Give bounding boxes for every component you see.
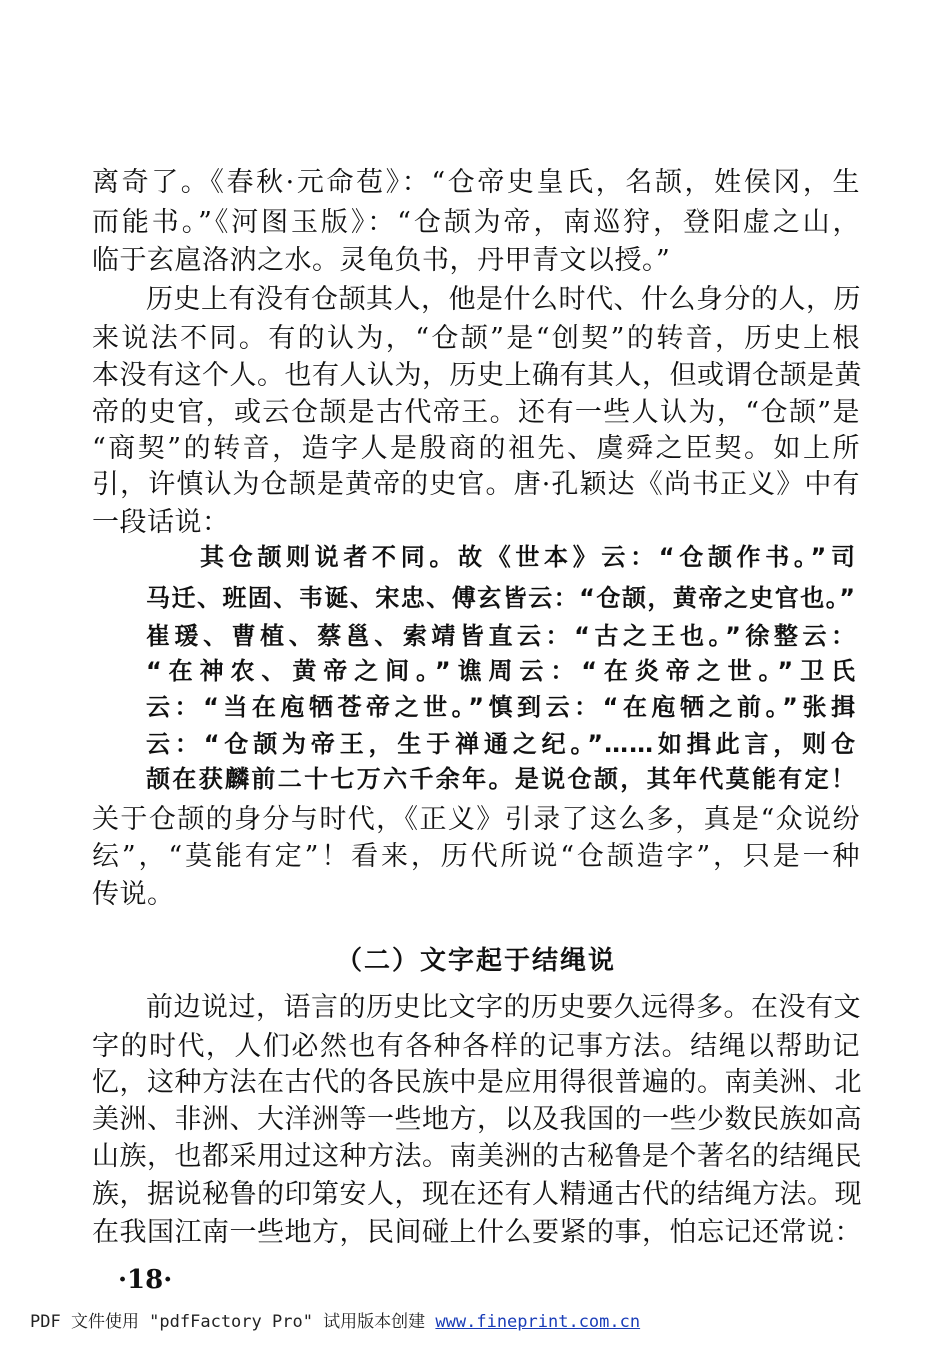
body-line: 在我国江南一些地方，民间碰上什么要紧的事，怕忘记还常说： [92,1217,862,1248]
body-line: “商契”的转音，造字人是殷商的祖先、虞舜之臣契。如上所 [92,433,860,464]
body-line: 前边说过，语言的历史比文字的历史要久远得多。在没有文 [146,992,861,1023]
body-line: 一段话说： [92,507,230,538]
body-line: 帝的史官，或云仓颉是古代帝王。还有一些人认为，“仓颉”是 [92,397,860,428]
body-line: 临于玄扈洛汭之水。灵龟负书，丹甲青文以授。” [92,245,671,276]
pdf-footer [30,1307,640,1332]
quote-line: 马迁、班固、韦诞、宋忠、傅玄皆云：“仓颉，黄帝之史官也。” [146,584,856,612]
body-line: 本没有这个人。也有人认为，历史上确有其人，但或谓仓颉是黄 [92,360,862,391]
footer-link[interactable]: www.fineprint.com.cn [435,1312,641,1332]
body-line: 纭”，“莫能有定”！看来，历代所说“仓颉造字”，只是一种 [92,841,860,872]
body-line: 来说法不同。有的认为，“仓颉”是“创契”的转音，历史上根 [92,323,860,354]
page-number: ·18· [118,1265,173,1295]
quote-line: 颉在获麟前二十七万六千余年。是说仓颉，其年代莫能有定！ [146,765,856,793]
quote-line: 其仓颉则说者不同。故《世本》云：“仓颉作书。”司 [200,543,856,571]
body-line: 引，许慎认为仓颉是黄帝的史官。唐·孔颖达《尚书正义》中有 [92,469,860,500]
quote-line: “在神农、黄帝之间。”谯周云：“在炎帝之世。”卫氏 [146,657,856,685]
body-line: 关于仓颉的身分与时代，《正义》引录了这么多，真是“众说纷 [92,804,860,835]
body-line: 忆，这种方法在古代的各民族中是应用得很普遍的。南美洲、北 [92,1067,862,1098]
footer-text: PDF 文件使用 "pdfFactory Pro" 试用版本创建 [30,1312,436,1332]
quote-line: 云：“当在庖牺苍帝之世。”慎到云：“在庖牺之前。”张揖 [146,693,856,721]
body-line: 而能书。”《河图玉版》：“仓颉为帝，南巡狩，登阳虚之山， [92,207,860,238]
body-line: 美洲、非洲、大洋洲等一些地方，以及我国的一些少数民族如高 [92,1104,862,1135]
body-line: 离奇了。《春秋·元命苞》：“仓帝史皇氏，名颉，姓侯冈，生 [92,167,860,198]
body-line: 历史上有没有仓颉其人，他是什么时代、什么身分的人，历 [146,284,861,315]
body-line: 传说。 [92,879,175,910]
section-heading: （二）文字起于结绳说 [335,946,616,976]
body-line: 山族，也都采用过这种方法。南美洲的古秘鲁是个著名的结绳民 [92,1141,862,1172]
body-line: 族，据说秘鲁的印第安人，现在还有人精通古代的结绳方法。现 [92,1179,862,1210]
body-line: 字的时代，人们必然也有各种各样的记事方法。结绳以帮助记 [92,1031,860,1062]
quote-line: 崔瑗、曹植、蔡邕、索靖皆直云：“古之王也。”徐整云： [146,622,856,650]
quote-line: 云：“仓颉为帝王，生于禅通之纪。”……如揖此言，则仓 [146,730,856,758]
